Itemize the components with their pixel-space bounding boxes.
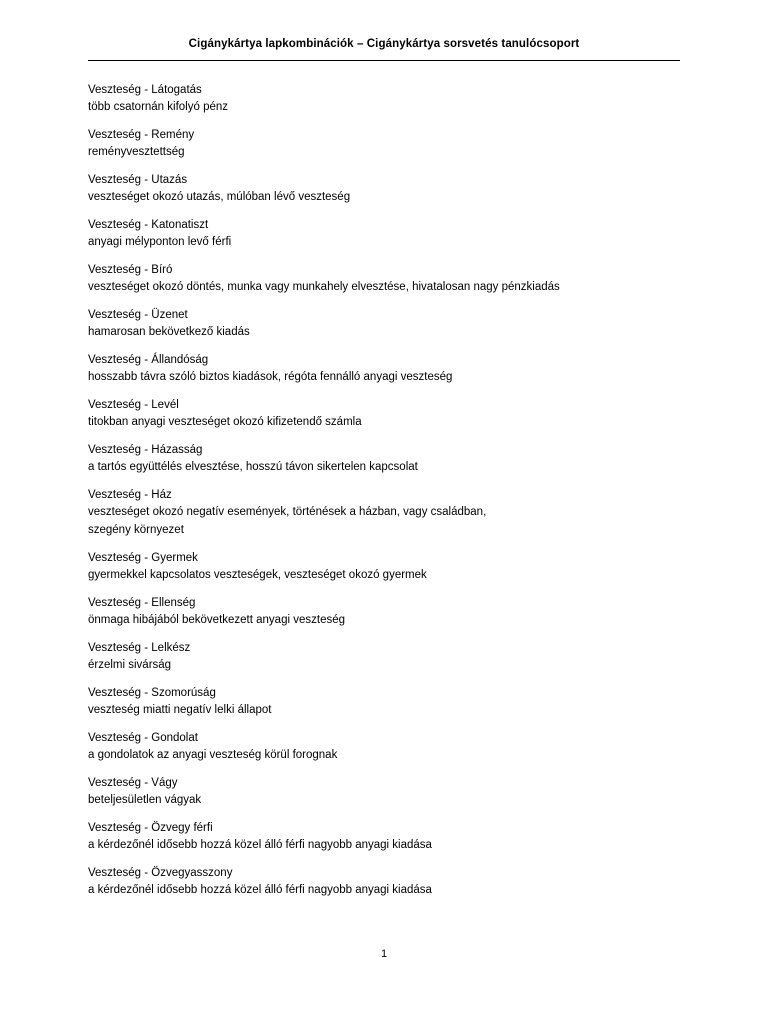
entry-title: Veszteség - Ellenség [88,596,196,609]
entry-description-line: a kérdezőnél idősebb hozzá közel álló férfi nagyobb anyagi kiadása [88,883,432,896]
entry [88,685,688,720]
entry [88,820,688,855]
entry-description [88,837,688,855]
entry-title: Veszteség - Bíró [88,264,173,276]
entry-description [88,414,688,432]
entry-description [88,567,688,585]
entry [88,865,688,900]
entry-title: Veszteség - Vágy [88,776,178,789]
entry-description-line: veszteség miatti negatív lelki állapot [88,703,272,716]
entry-title: Veszteség - Özvegyasszony [88,866,233,879]
entry-description-line: gyermekkel kapcsolatos veszteségek, veszteséget okozó gyermek [88,568,427,581]
entry-title: Veszteség - Katonatiszt [88,219,209,231]
entry-description [88,792,688,810]
page-number: 1 [380,948,388,960]
entry-description-line: veszteséget okozó utazás, múlóban lévő veszteség [88,191,351,203]
entry-description [88,504,688,539]
entry-description-line: veszteséget okozó döntés, munka vagy munkahely elvesztése, hivatalosan nagy pénzkiadás [88,281,560,293]
entry [88,307,688,342]
entry-description-line: hosszabb távra szóló biztos kiadások, régóta fennálló anyagi veszteség [88,371,453,383]
entry [88,172,688,207]
entry-title: Veszteség - Remény [88,129,195,141]
entry-description-line: a tartós együttélés elvesztése, hosszú távon sikertelen kapcsolat [88,461,418,473]
entry-description [88,279,688,297]
entry [88,442,688,477]
entry-description-line: beteljesületlen vágyak [88,793,202,806]
entry-title: Veszteség - Házasság [88,444,203,456]
entry [88,595,688,630]
entry-description [88,234,688,252]
entry-description [88,99,688,117]
entry-description [88,747,688,765]
entry [88,730,688,765]
entry-description [88,882,688,900]
entry-description-line: anyagi mélyponton levő férfi [88,236,232,248]
entry-title: Veszteség - Özvegy férfi [88,821,213,834]
entry [88,82,688,117]
entry-description-line: reményvesztettség [88,146,185,158]
entry-list [88,82,688,910]
entry-description [88,702,688,720]
entry-title: Veszteség - Gondolat [88,731,198,744]
entry-description [88,144,688,162]
entry [88,775,688,810]
entry-title: Veszteség - Gyermek [88,551,198,564]
entry-description-line: veszteséget okozó negatív események, történések a házban, vagy családban, [88,506,487,518]
entry-title: Veszteség - Lelkész [88,641,191,654]
entry [88,127,688,162]
entry-description [88,369,688,387]
entry [88,550,688,585]
entry-description [88,324,688,342]
entry-description [88,657,688,675]
entry-title: Veszteség - Állandóság [88,354,209,366]
entry-title: Veszteség - Levél [88,399,179,411]
entry-description-line: a kérdezőnél idősebb hozzá közel álló férfi nagyobb anyagi kiadása [88,838,432,851]
header-divider [88,60,680,61]
entry [88,397,688,432]
entry-description-line: hamarosan bekövetkező kiadás [88,326,250,338]
entry-description [88,612,688,630]
entry-description-line: önmaga hibájából bekövetkezett anyagi veszteség [88,613,346,626]
entry-title: Veszteség - Üzenet [88,309,188,321]
entry-description-line: szegény környezet [88,523,184,536]
entry [88,640,688,675]
entry [88,262,688,297]
entry-description-line: több csatornán kifolyó pénz [88,101,229,113]
entry-title: Veszteség - Ház [88,489,172,501]
entry-description-line: titokban anyagi veszteséget okozó kifizetendő számla [88,416,362,428]
entry-title: Veszteség - Látogatás [88,84,202,96]
page-header-title: Cigánykártya lapkombinációk – Cigánykártya sorsvetés tanulócsoport [188,38,580,50]
entry-description [88,189,688,207]
entry-description-line: a gondolatok az anyagi veszteség körül forognak [88,748,338,761]
entry-title: Veszteség - Szomorúság [88,686,216,699]
entry [88,217,688,252]
entry-description-line: érzelmi sivárság [88,658,172,671]
entry-title: Veszteség - Utazás [88,174,188,186]
entry [88,487,688,539]
entry-description [88,459,688,477]
entry [88,352,688,387]
